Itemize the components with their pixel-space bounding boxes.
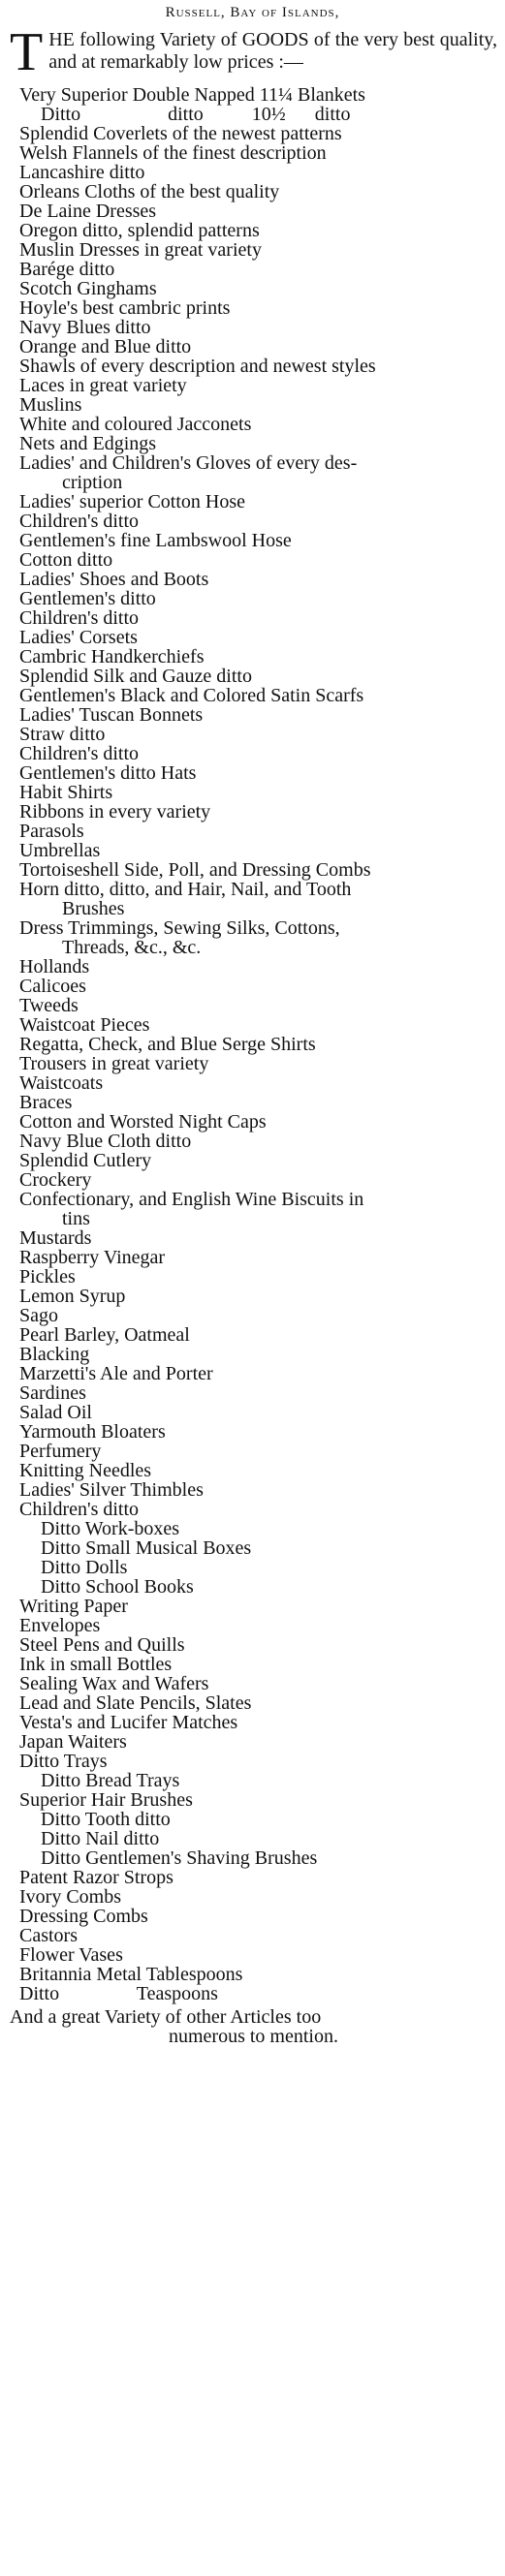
list-item [19,628,497,647]
list-item [19,1984,497,2003]
list-item [19,802,497,822]
list-item-text: White and coloured Jacconets [19,414,252,435]
list-item [19,860,497,880]
list-item-text: Pearl Barley, Oatmeal [19,1324,190,1346]
list-item-text: Calicoes [19,976,86,997]
list-item [19,1926,497,1945]
list-item [19,415,497,434]
list-item-text: Salad Oil [19,1402,92,1423]
list-item-text: Ladies' Tuscan Bonnets [19,704,204,726]
list-item-text: Confectionary, and English Wine Biscuits in [19,1189,364,1210]
list-item-text: Navy Blues ditto [19,317,151,338]
list-item [19,1945,497,1965]
list-item-text: Ladies' Corsets [19,627,138,648]
list-item [19,1190,497,1228]
list-item [19,763,497,783]
list-item-text: Castors [19,1925,78,1946]
intro-text: HE following Variety of GOODS of the very best quality, and at remarkably low prices :— [48,29,497,73]
list-item-text: Ditto School Books [41,1576,194,1598]
list-item-text: Horn ditto, ditto, and Hair, Nail, and Tooth [19,879,352,900]
list-item-text: Gentlemen's ditto [19,588,156,609]
list-item [19,1345,497,1364]
list-item [19,608,497,628]
list-item [19,647,497,667]
list-item-text: Japan Waiters [19,1731,127,1753]
list-item-continuation: tins [62,1208,90,1229]
list-item-text: Scotch Ginghams [19,278,157,299]
list-item [19,202,497,221]
list-item-text: Marzetti's Ale and Porter [19,1363,213,1384]
list-item-text: Parasols [19,821,84,842]
list-item-text: Ditto Work-boxes [41,1518,180,1539]
list-item-text: Sago [19,1305,58,1326]
list-item [19,260,497,279]
page-header: Russell, Bay of Islands, [165,5,340,20]
list-item [19,357,497,376]
list-item [19,163,497,182]
list-item [19,725,497,744]
list-item-text: Dressing Combs [19,1906,148,1927]
list-item-text: Dress Trimmings, Sewing Silks, Cottons, [19,917,340,939]
list-item [19,298,497,318]
list-item-text: Gentlemen's Black and Colored Satin Scarfs [19,685,364,706]
list-item [19,1015,497,1035]
list-item [19,1073,497,1093]
list-item [19,977,497,996]
list-item-text: Mustards [19,1227,92,1249]
list-item-text: Ladies' Silver Thimbles [19,1479,204,1501]
list-item [19,1790,497,1810]
list-item [19,1035,497,1054]
list-item-text: Ditto Bread Trays [41,1770,180,1791]
list-item [19,1558,497,1577]
list-item-text: Regatta, Check, and Blue Serge Shirts [19,1034,316,1055]
list-item-text: Knitting Needles [19,1460,152,1481]
list-item-text: Patent Razor Strops [19,1867,174,1888]
list-item [19,1732,497,1752]
list-item-text: Welsh Flannels of the finest description [19,142,327,164]
list-item-text: Orleans Cloths of the best quality [19,181,280,202]
list-item-text: Ink in small Bottles [19,1654,173,1675]
list-item [19,918,497,957]
list-item [19,1887,497,1907]
list-item-text: Gentlemen's ditto Hats [19,762,197,784]
list-item [19,1519,497,1538]
closing-paragraph [10,2007,497,2046]
list-item [19,182,497,202]
list-item [19,822,497,841]
list-item-text: Envelopes [19,1615,101,1636]
list-item-text: Ditto Tooth ditto [41,1809,171,1830]
list-item [19,1616,497,1635]
list-item [19,1810,497,1829]
list-item [19,531,497,550]
list-item [19,1713,497,1732]
list-item [19,434,497,453]
list-item-text: Lancashire ditto [19,162,145,183]
list-item [19,1655,497,1674]
list-item [19,318,497,337]
list-item-text: Crockery [19,1169,92,1191]
list-item [19,1442,497,1461]
list-item [19,667,497,686]
list-item-text: Flower Vases [19,1944,123,1966]
list-item [19,1112,497,1132]
list-item-text: Orange and Blue ditto [19,336,192,357]
list-item-text: Ditto Teaspoons [19,1983,218,2004]
list-item-text: Shawls of every description and newest styles [19,356,376,377]
list-item [19,1577,497,1597]
list-item [19,1848,497,1868]
list-item-text: Britannia Metal Tablespoons [19,1964,243,1985]
list-item [19,85,497,105]
drop-cap: T [10,22,44,82]
list-item [19,744,497,763]
list-item [19,550,497,570]
list-item [19,1693,497,1713]
list-item [19,1422,497,1442]
list-item-text: Ditto ditto 10½ ditto [41,104,351,125]
list-item [19,1500,497,1519]
list-item [19,279,497,298]
list-item [19,1093,497,1112]
list-item-text: Ditto Small Musical Boxes [41,1537,252,1559]
list-item [19,1383,497,1403]
list-item-text: Muslins [19,394,82,416]
list-item-text: Habit Shirts [19,782,113,803]
list-item-text: Blacking [19,1344,90,1365]
list-item [19,492,497,512]
intro-paragraph [10,22,497,82]
list-item [19,105,497,124]
list-item-text: Trousers in great variety [19,1053,209,1074]
list-item-text: Nets and Edgings [19,433,157,454]
list-item [19,1364,497,1383]
list-item [19,1228,497,1248]
list-item [19,783,497,802]
list-item [19,1151,497,1170]
list-item [19,1287,497,1306]
list-item-text: Splendid Coverlets of the newest patterns [19,123,342,144]
list-item [19,1054,497,1073]
list-item [19,1674,497,1693]
list-item-text: Ladies' superior Cotton Hose [19,491,246,512]
list-item [19,1267,497,1287]
list-item-text: Ditto Trays [19,1751,108,1772]
list-item [19,221,497,240]
list-item [19,705,497,725]
list-item-text: Ditto Dolls [41,1557,128,1578]
list-item-text: Straw ditto [19,724,106,745]
list-item-text: Steel Pens and Quills [19,1634,185,1656]
list-item [19,1752,497,1771]
list-item [19,1771,497,1790]
list-item-text: De Laine Dresses [19,201,157,222]
list-item [19,1170,497,1190]
list-item-text: Sealing Wax and Wafers [19,1673,209,1694]
list-item-text: Laces in great variety [19,375,187,396]
list-item-text: Ivory Combs [19,1886,121,1908]
list-item-text: Ladies' and Children's Gloves of every des- [19,452,358,474]
list-item-text: Very Superior Double Napped 11¼ Blankets [19,84,365,106]
list-item-continuation: Brushes [62,898,125,919]
list-item [19,1461,497,1480]
list-item [19,1403,497,1422]
list-item-text: Writing Paper [19,1596,128,1617]
list-item-text: Sardines [19,1382,86,1404]
list-item-text: Raspberry Vinegar [19,1247,166,1268]
list-item-text: Children's ditto [19,511,140,532]
list-item-text: Braces [19,1092,73,1113]
list-item [19,841,497,860]
list-item-text: Ditto Gentlemen's Shaving Brushes [41,1847,318,1869]
list-item-text: Waistcoat Pieces [19,1014,150,1036]
list-item [19,1132,497,1151]
list-item-text: Pickles [19,1266,76,1288]
list-item-text: Tweeds [19,995,79,1016]
list-item-continuation: cription [62,472,123,493]
list-item-text: Hollands [19,956,90,978]
list-item [19,1635,497,1655]
goods-list [19,85,497,2003]
closing-continuation: numerous to mention. [169,2026,338,2047]
list-item [19,512,497,531]
list-item-text: Cotton ditto [19,549,113,571]
list-item-text: Umbrellas [19,840,101,861]
list-item-text: Waistcoats [19,1072,104,1094]
list-item-text: Ditto Nail ditto [41,1828,160,1849]
list-item-text: Lead and Slate Pencils, Slates [19,1692,252,1714]
list-item-text: Yarmouth Bloaters [19,1421,166,1443]
list-item-text: Splendid Cutlery [19,1150,152,1171]
list-item [19,1868,497,1887]
list-item [19,124,497,143]
list-item-text: Perfumery [19,1441,102,1462]
list-item-text: Cambric Handkerchiefs [19,646,205,667]
list-item [19,957,497,977]
list-item [19,996,497,1015]
list-item [19,1306,497,1325]
list-item [19,1480,497,1500]
list-item-text: Cotton and Worsted Night Caps [19,1111,267,1133]
list-item-text: Superior Hair Brushes [19,1789,193,1811]
list-item [19,1325,497,1345]
list-item-text: Children's ditto [19,743,140,764]
list-item-text: Muslin Dresses in great variety [19,239,262,261]
list-item [19,395,497,415]
list-item-text: Ladies' Shoes and Boots [19,569,209,590]
closing-text: And a great Variety of other Articles too [10,2006,322,2028]
list-item [19,376,497,395]
list-item-text: Gentlemen's fine Lambswool Hose [19,530,292,551]
list-item [19,880,497,918]
list-item-text: Splendid Silk and Gauze ditto [19,666,252,687]
list-item [19,143,497,163]
list-item-text: Vesta's and Lucifer Matches [19,1712,238,1733]
list-item-text: Navy Blue Cloth ditto [19,1131,192,1152]
list-item [19,1907,497,1926]
list-item-text: Children's ditto [19,1499,140,1520]
list-item [19,1829,497,1848]
list-item-text: Tortoiseshell Side, Poll, and Dressing Combs [19,859,371,881]
list-item [19,453,497,492]
list-item-text: Hoyle's best cambric prints [19,297,231,319]
list-item-text: Ribbons in every variety [19,801,211,822]
list-item [19,686,497,705]
list-item [19,1248,497,1267]
list-item [19,1538,497,1558]
list-item-continuation: Threads, &c., &c. [62,937,202,958]
list-item [19,589,497,608]
list-item [19,570,497,589]
list-item [19,337,497,357]
list-item [19,1965,497,1984]
list-item-text: Oregon ditto, splendid patterns [19,220,260,241]
list-item-text: Barége ditto [19,259,115,280]
list-item [19,240,497,260]
list-item-text: Lemon Syrup [19,1286,126,1307]
list-item-text: Children's ditto [19,607,140,629]
list-item [19,1597,497,1616]
